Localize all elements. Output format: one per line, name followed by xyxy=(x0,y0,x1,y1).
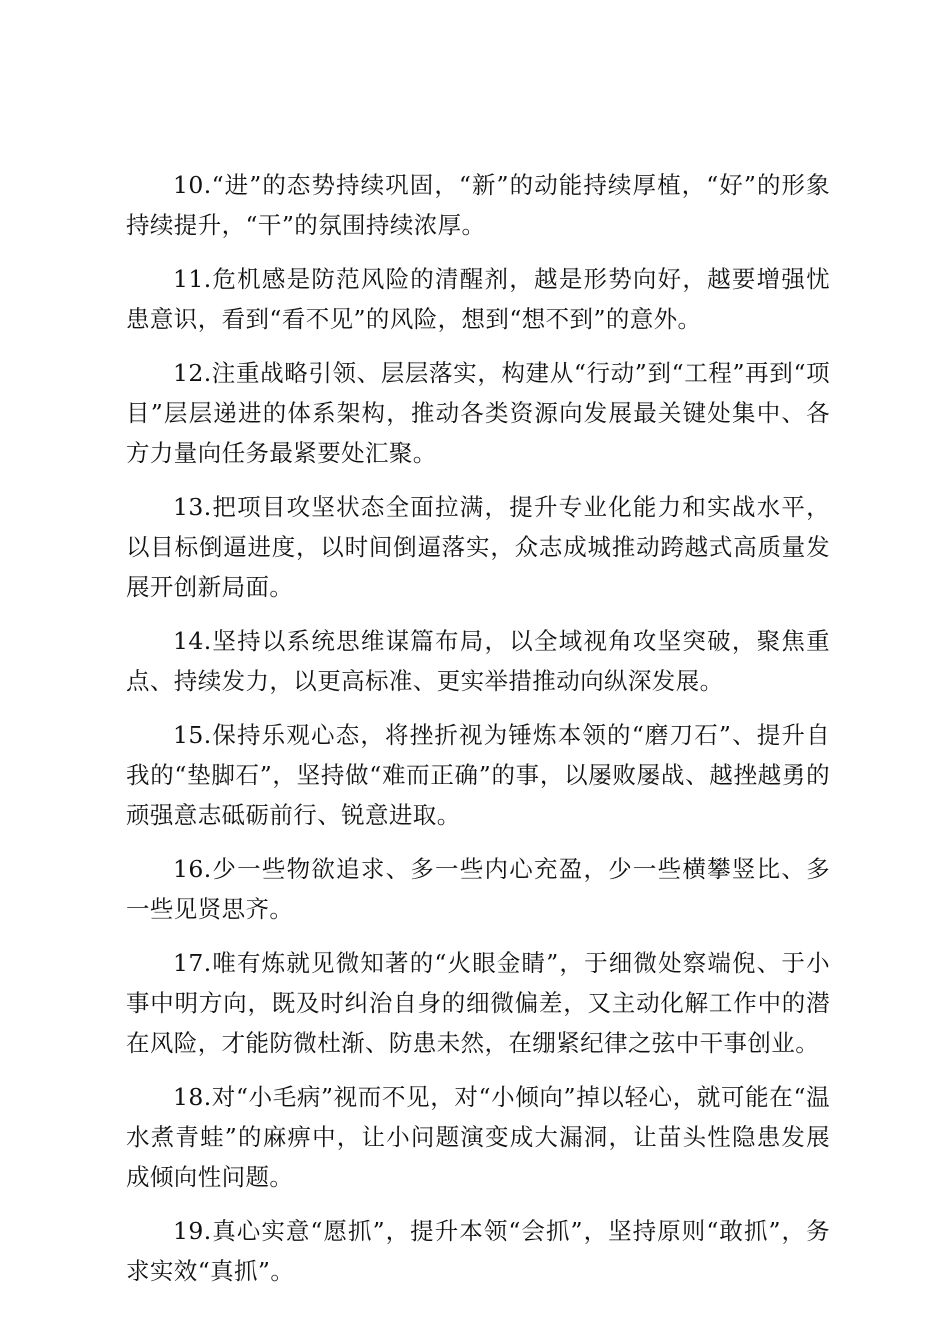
paragraph-11: 11.危机感是防范风险的清醒剂，越是形势向好，越要增强忧患意识，看到“看不见”的风险，想到“想不到”的意外。 xyxy=(126,265,830,333)
document-body xyxy=(126,165,830,1305)
paragraph-13: 13.把项目攻坚状态全面拉满，提升专业化能力和实战水平，以目标倒逼进度，以时间倒逼落实，众志成城推动跨越式高质量发展开创新局面。 xyxy=(126,493,830,601)
paragraph-12: 12.注重战略引领、层层落实，构建从“行动”到“工程”再到“项目”层层递进的体系架构，推动各类资源向发展最关键处集中、各方力量向任务最紧要处汇聚。 xyxy=(126,359,830,467)
paragraph-18: 18.对“小毛病”视而不见，对“小倾向”掉以轻心，就可能在“温水煮青蛙”的麻痹中，让小问题演变成大漏洞，让苗头性隐患发展成倾向性问题。 xyxy=(126,1083,830,1191)
paragraph-16: 16.少一些物欲追求、多一些内心充盈，少一些横攀竖比、多一些见贤思齐。 xyxy=(126,855,830,923)
paragraph-15: 15.保持乐观心态，将挫折视为锤炼本领的“磨刀石”、提升自我的“垫脚石”，坚持做“难而正确”的事，以屡败屡战、越挫越勇的顽强意志砥砺前行、锐意进取。 xyxy=(126,721,830,829)
paragraph-19: 19.真心实意“愿抓”，提升本领“会抓”，坚持原则“敢抓”，务求实效“真抓”。 xyxy=(126,1217,830,1285)
paragraph-17: 17.唯有炼就见微知著的“火眼金睛”，于细微处察端倪、于小事中明方向，既及时纠治自身的细微偏差，又主动化解工作中的潜在风险，才能防微杜渐、防患未然，在绷紧纪律之弦中干事创业。 xyxy=(126,949,830,1057)
paragraph-10: 10.“进”的态势持续巩固，“新”的动能持续厚植，“好”的形象持续提升，“干”的氛围持续浓厚。 xyxy=(126,171,830,239)
paragraph-14: 14.坚持以系统思维谋篇布局，以全域视角攻坚突破，聚焦重点、持续发力，以更高标准、更实举措推动向纵深发展。 xyxy=(126,627,830,695)
